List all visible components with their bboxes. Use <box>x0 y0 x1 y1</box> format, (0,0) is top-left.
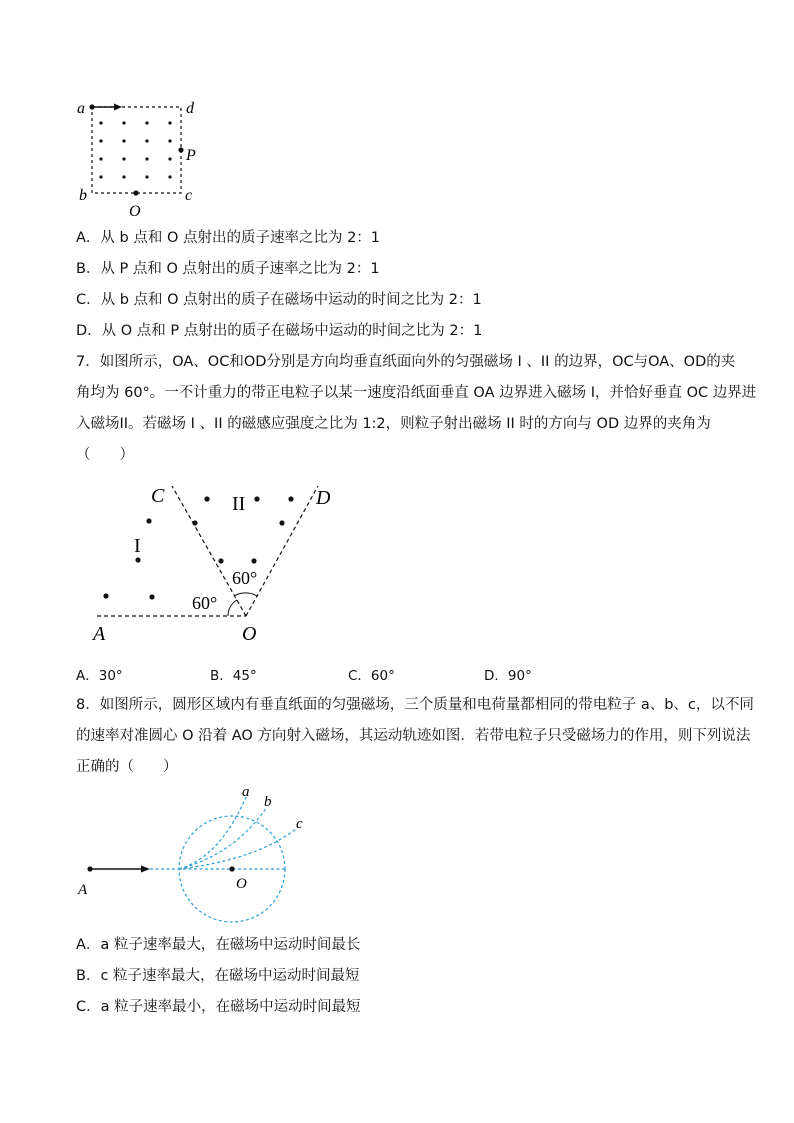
q7-option-a: A．30° <box>76 668 123 684</box>
label-traj-c: c <box>296 816 303 832</box>
label-a: a <box>77 100 85 117</box>
label-O-q7: O <box>242 623 257 645</box>
label-A: A <box>93 623 106 645</box>
q7-stem-line4: （ ） <box>76 447 134 463</box>
boundary-OD <box>246 486 318 616</box>
q6-option-a: A．从 b 点和 O 点射出的质子速率之比为 2：1 <box>76 230 381 246</box>
label-D: D <box>316 487 331 509</box>
label-O: O <box>129 203 141 220</box>
field-dots-q7 <box>103 496 293 599</box>
q7-stem-line3: 入磁场II。若磁场 I 、II 的磁感应强度之比为 1:2，则粒子射出磁场 II 时的方向与 OD 边界的夹角为 <box>76 416 711 432</box>
label-d: d <box>186 100 194 117</box>
label-region-II: II <box>232 493 246 515</box>
figure-q8-circle-field <box>70 782 330 952</box>
point-O-q8 <box>229 866 234 871</box>
angle-arc-1 <box>228 600 237 616</box>
label-b: b <box>79 187 87 204</box>
point-O <box>133 190 138 195</box>
q6-option-d: D．从 O 点和 P 点射出的质子在磁场中运动的时间之比为 2：1 <box>76 323 483 339</box>
q6-option-c: C．从 b 点和 O 点射出的质子在磁场中运动的时间之比为 2：1 <box>76 292 482 308</box>
q8-stem-line1: 8．如图所示，圆形区域内有垂直纸面的匀强磁场，三个质量和电荷量都相同的带电粒子 a、b、c，以不同 <box>76 697 754 713</box>
label-P: P <box>186 147 196 164</box>
q8-option-c: C．a 粒子速率最小，在磁场中运动时间最短 <box>76 999 361 1015</box>
arrow-icon <box>141 866 150 873</box>
q8-option-b: B．c 粒子速率最大，在磁场中运动时间最短 <box>76 968 360 984</box>
label-O-q8: O <box>236 876 247 892</box>
q7-option-d: D．90° <box>484 668 532 684</box>
label-traj-b: b <box>264 794 272 810</box>
q8-stem-line2: 的速率对准圆心 O 沿着 AO 方向射入磁场，其运动轨迹如图．若带电粒子只受磁场力的作用，则下列说法 <box>76 728 751 744</box>
q7-stem-line2: 角均为 60°。一不计重力的带正电粒子以某一速度沿纸面垂直 OA 边界进入磁场 I，并恰好垂直 OC 边界进 <box>76 385 757 401</box>
point-A-q8 <box>87 866 92 871</box>
field-dots <box>99 121 171 178</box>
label-C: C <box>151 485 165 507</box>
angle-arc-2 <box>234 593 257 596</box>
arrow-icon <box>114 104 122 111</box>
q7-stem-line1: 7．如图所示，OA、OC和OD分别是方向均垂直纸面向外的匀强磁场 I 、II 的边界，OC与OA、OD的夹 <box>76 354 736 370</box>
label-c: c <box>185 187 193 204</box>
q8-option-a: A．a 粒子速率最大，在磁场中运动时间最长 <box>76 937 361 953</box>
label-region-I: I <box>134 535 141 557</box>
trajectory-b <box>179 807 267 869</box>
label-A-q8: A <box>78 882 88 898</box>
q7-option-c: C．60° <box>348 668 395 684</box>
q7-option-b: B．45° <box>210 668 257 684</box>
label-angle-lower: 60° <box>192 593 218 613</box>
label-traj-a: a <box>242 784 250 800</box>
q8-stem-line3: 正确的（ ） <box>76 759 178 775</box>
figure-square-field <box>70 92 220 222</box>
figure-q7-wedge-fields <box>80 478 350 648</box>
point-P <box>178 147 183 152</box>
q6-option-b: B．从 P 点和 O 点射出的质子速率之比为 2：1 <box>76 261 380 277</box>
label-angle-upper: 60° <box>232 568 258 588</box>
